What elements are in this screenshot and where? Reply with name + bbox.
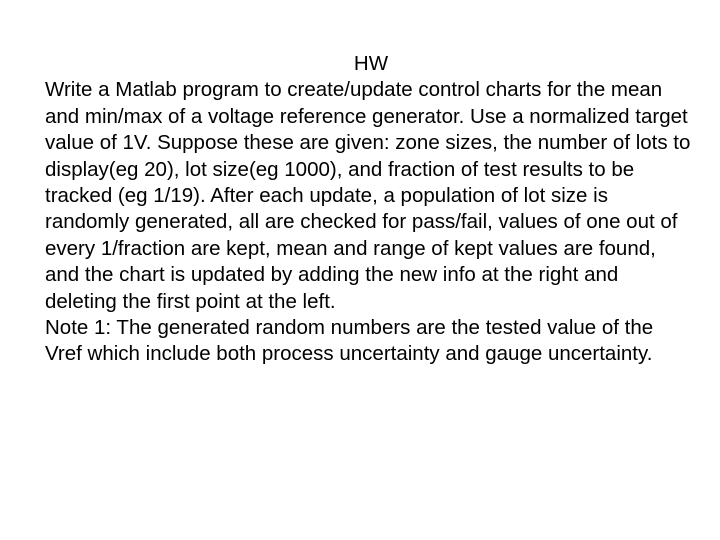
slide-title: HW [353, 52, 389, 75]
note-text: Note 1: The generated random numbers are the tested value of the Vref which include both process uncertainty and gauge uncertainty. [45, 316, 654, 366]
assignment-text: Write a Matlab program to create/update control charts for the mean and min/max of a voltage reference generator. Use a normalized target value of 1V. Suppose these are given: zone sizes, the number of lots to display(eg 20), lot size(eg 1000), and fraction of test results to be tracked (eg 1/19). After each update, a population of lot size is randomly generated, all are checked for pass/fail, values of one out of every 1/fraction are kept, mean and range of kept values are found, and the chart is updated by adding the new info at the right and deleting the first point at the left. [45, 78, 691, 313]
slide-content [45, 51, 695, 368]
